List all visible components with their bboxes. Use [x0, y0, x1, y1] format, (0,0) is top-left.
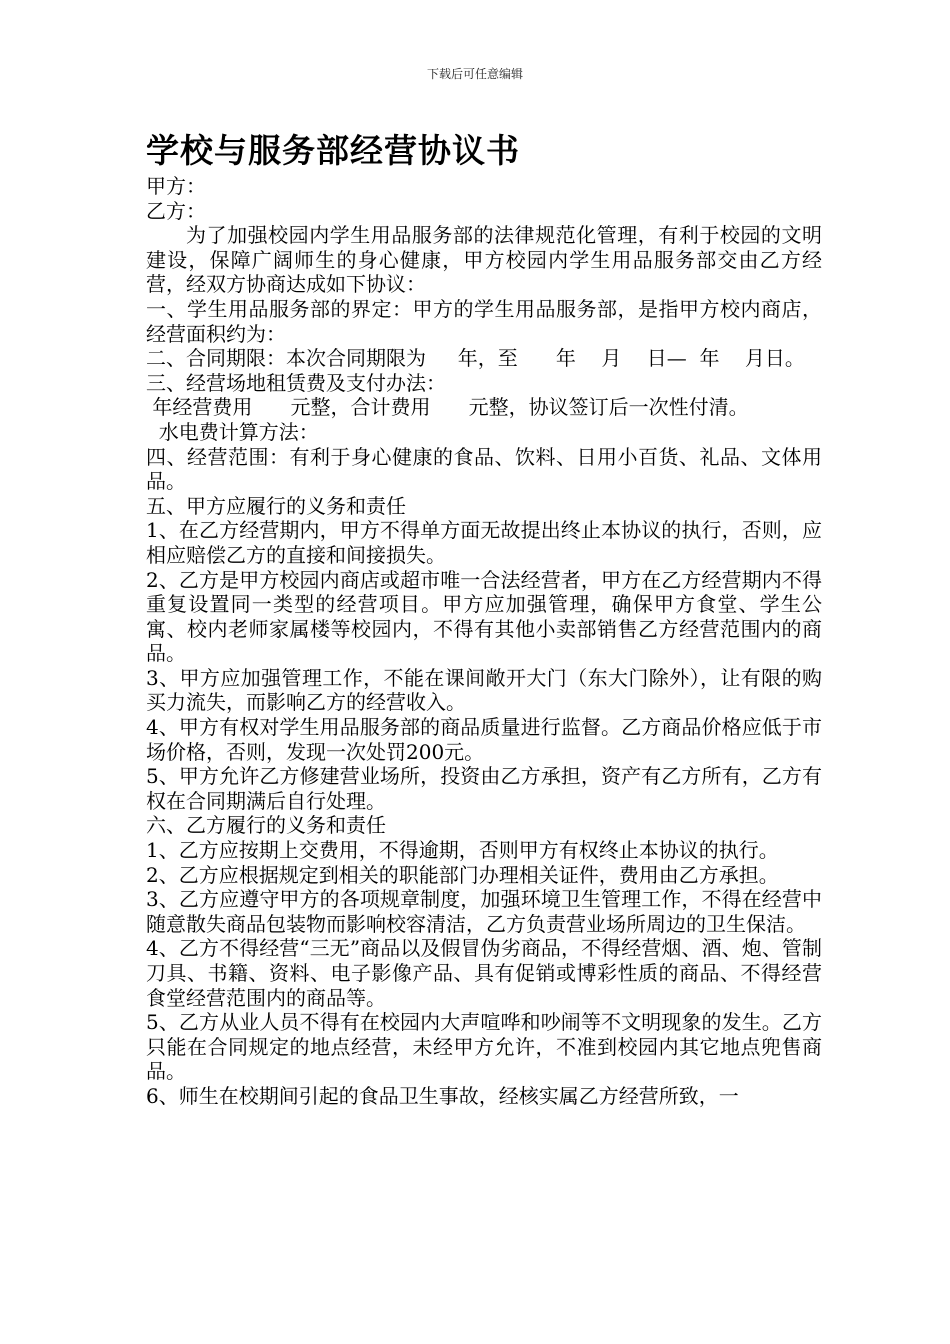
document-paragraph: 水电费计算方法：	[146, 419, 319, 444]
document-paragraph: 4、乙方不得经营“三无”商品以及假冒伪劣商品，不得经营烟、酒、炮、管制刀具、书籍、资料、电子影像产品、具有促销或博彩性质的商品、不得经营食堂经营范围内的商品等。	[146, 936, 822, 1010]
document-paragraph: 2、乙方应根据规定到相关的职能部门办理相关证件，费用由乙方承担。	[146, 862, 779, 887]
document-paragraph: 乙方：	[146, 198, 206, 223]
header-note: 下载后可任意编辑	[426, 67, 523, 81]
document-paragraph: 二、合同期限：本次合同期限为 年，至 年 月 日— 年 月日。	[146, 346, 805, 371]
document-page	[146, 128, 822, 1109]
document-paragraph: 三、经营场地租赁费及支付办法：	[146, 370, 446, 395]
document-body	[146, 174, 822, 1109]
document-paragraph: 四、经营范围：有利于身心健康的食品、饮料、日用小百货、礼品、文体用品。	[146, 444, 822, 494]
document-paragraph: 3、乙方应遵守甲方的各项规章制度，加强环境卫生管理工作，不得在经营中随意散失商品包装物而影响校容清洁，乙方负责营业场所周边的卫生保洁。	[146, 887, 822, 936]
document-title: 学校与服务部经营协议书	[146, 131, 520, 170]
document-paragraph: 5、乙方从业人员不得有在校园内大声喧哗和吵闹等不文明现象的发生。乙方只能在合同规定的地点经营，未经甲方允许，不准到校园内其它地点兜售商品。	[146, 1010, 822, 1084]
document-paragraph: 1、乙方应按期上交费用，不得逾期，否则甲方有权终止本协议的执行。	[146, 838, 779, 863]
document-paragraph: 3、甲方应加强管理工作，不能在课间敞开大门（东大门除外），让有限的购买力流失，而影响乙方的经营收入。	[146, 665, 822, 715]
document-paragraph: 一、学生用品服务部的界定：甲方的学生用品服务部，是指甲方校内商店，经营面积约为：	[146, 296, 822, 346]
document-paragraph: 六、乙方履行的义务和责任	[146, 813, 386, 838]
document-paragraph: 年经营费用 元整，合计费用 元整，协议签订后一次性付清。	[146, 395, 749, 420]
document-paragraph: 为了加强校园内学生用品服务部的法律规范化管理，有利于校园的文明建设，保障广阔师生的身心健康，甲方校园内学生用品服务部交由乙方经营，经双方协商达成如下协议：	[146, 223, 822, 297]
document-paragraph: 6、师生在校期间引起的食品卫生事故，经核实属乙方经营所致，一	[146, 1083, 739, 1108]
document-paragraph: 五、甲方应履行的义务和责任	[146, 493, 406, 518]
document-paragraph: 4、甲方有权对学生用品服务部的商品质量进行监督。乙方商品价格应低于市场价格，否则，发现一次处罚200元。	[146, 715, 822, 764]
document-paragraph: 1、在乙方经营期内，甲方不得单方面无故提出终止本协议的执行，否则，应相应赔偿乙方的直接和间接损失。	[146, 518, 822, 567]
document-paragraph: 5、甲方允许乙方修建营业场所，投资由乙方承担，资产有乙方所有，乙方有权在合同期满后自行处理。	[146, 764, 822, 813]
document-paragraph: 甲方：	[146, 174, 206, 198]
document-paragraph: 2、乙方是甲方校园内商店或超市唯一合法经营者，甲方在乙方经营期内不得重复设置同一类型的经营项目。甲方应加强管理，确保甲方食堂、学生公寓、校内老师家属楼等校园内，不得有其他小卖部销售乙方经营范围内的商品。	[146, 567, 822, 666]
